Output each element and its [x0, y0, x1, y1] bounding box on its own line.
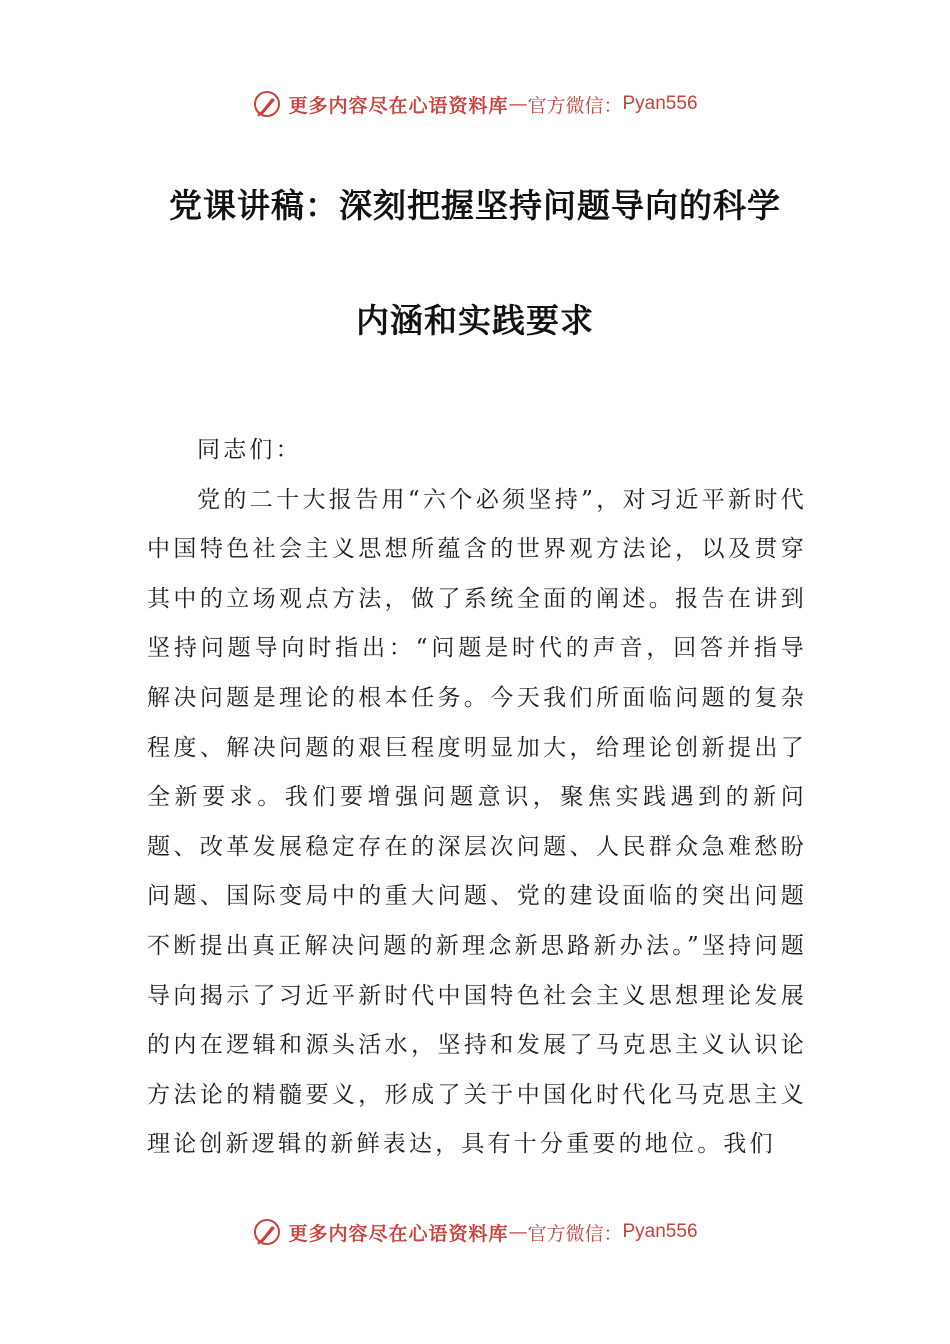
- watermark-wechat-id: Pyan556: [622, 93, 698, 114]
- quill-pen-circle-icon: [252, 89, 282, 119]
- watermark-sub-text: 官方微信：: [527, 94, 623, 117]
- body-paragraph: 党的二十大报告用“六个必须坚持”，对习近平新时代中国特色社会主义思想所蕴含的世界观方法论，以及贯穿其中的立场观点方法，做了系统全面的阐述。报告在讲到坚持问题导向时指出：“问题是时代的声音，回答并指导解决问题是理论的根本任务。今天我们所面临问题的复杂程度、解决问题的艰巨程度明显加大，给理论创新提出了全新要求。我们要增强问题意识，聚焦实践遇到的新问题、改革发展稳定存在的深层次问题、人民群众急难愁盼问题、国际变局中的重大问题、党的建设面临的突出问题不断提出真正解决问题的新理念新思路新办法。”坚持问题导向揭示了习近平新时代中国特色社会主义思想理论发展的内在逻辑和源头活水，坚持和发展了马克思主义认识论方法论的精髓要义，形成了关于中国化时代化马克思主义理论创新逻辑的新鲜表达，具有十分重要的地位。我们: [147, 486, 807, 1158]
- watermark-main-text: 更多内容尽在心语资料库: [288, 94, 509, 117]
- document-title-line-2: 内涵和实践要求: [356, 301, 594, 340]
- watermark-main-text: 更多内容尽在心语资料库: [288, 1222, 509, 1245]
- footer-watermark: [0, 1212, 950, 1252]
- watermark-wechat-id: Pyan556: [622, 1221, 698, 1242]
- watermark-dash: —: [508, 93, 528, 115]
- quill-pen-circle-icon: [252, 1217, 282, 1247]
- salutation: 同志们：: [197, 437, 302, 463]
- watermark-sub-text: 官方微信：: [527, 1222, 623, 1245]
- document-body: [147, 426, 807, 1170]
- document-title-line-1: 党课讲稿：深刻把握坚持问题导向的科学: [169, 186, 781, 225]
- watermark-dash: —: [508, 1221, 528, 1243]
- header-watermark: [0, 84, 950, 124]
